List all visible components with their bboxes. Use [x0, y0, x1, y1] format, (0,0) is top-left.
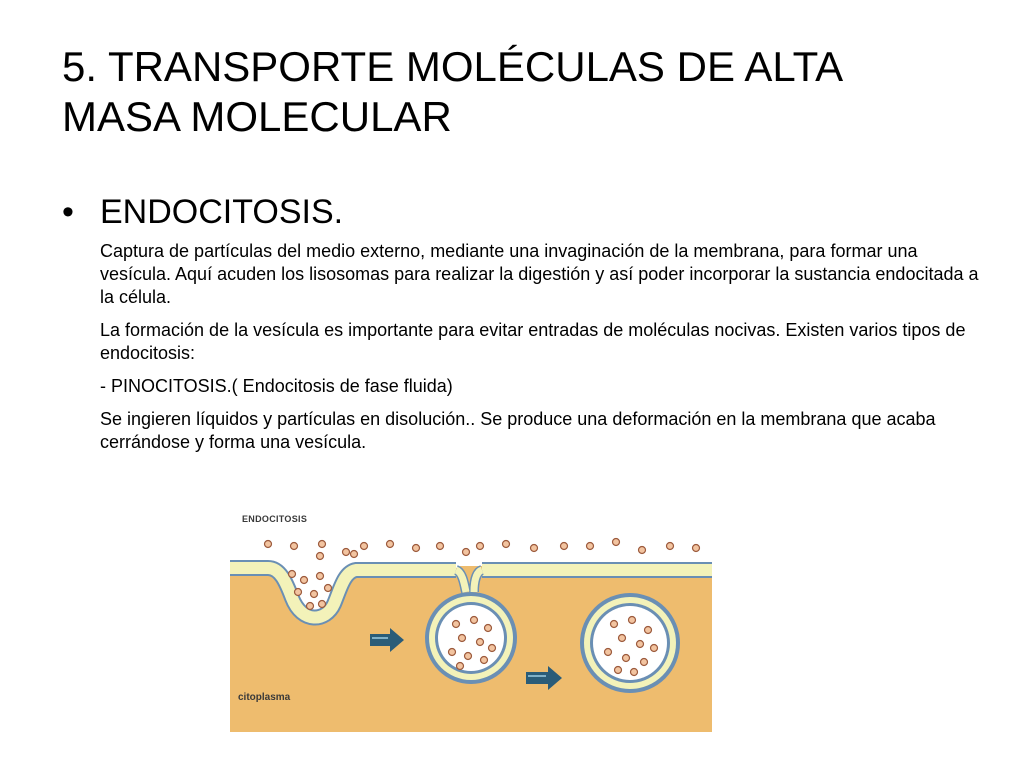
endocytosis-illustration [230, 506, 712, 732]
slide-title: 5. TRANSPORTE MOLÉCULAS DE ALTA MASA MOLECULAR [62, 43, 841, 140]
paragraph-importance: La formación de la vesícula es importante para evitar entradas de moléculas nocivas. Existen varios tipos de endocitosis: [100, 320, 966, 363]
bullet-heading: ENDOCITOSIS. [100, 193, 344, 231]
figure-label-endocitosis: ENDOCITOSIS [242, 514, 308, 524]
paragraph-pinocitosis-heading: - PINOCITOSIS.( Endocitosis de fase fluida) [100, 376, 453, 396]
forming-vesicle-lumen [438, 605, 504, 671]
figure-label-citoplasma: citoplasma [238, 692, 291, 703]
bullet-heading-row [62, 190, 343, 234]
paragraph-pinocitosis-description: Se ingieren líquidos y partículas en disolución.. Se produce una deformación en la membrana que acaba cerrándose y forma una vesícula. [100, 409, 936, 452]
endocytosis-diagram [230, 506, 712, 732]
bullet-icon: • [62, 193, 74, 231]
paragraph-definition: Captura de partículas del medio externo, mediante una invaginación de la membrana, para formar una vesícula. Aquí acuden los lisosomas para realizar la digestión y así poder incorporar la sustancia endocitada a la célula. [100, 241, 979, 307]
body-text [100, 240, 980, 464]
